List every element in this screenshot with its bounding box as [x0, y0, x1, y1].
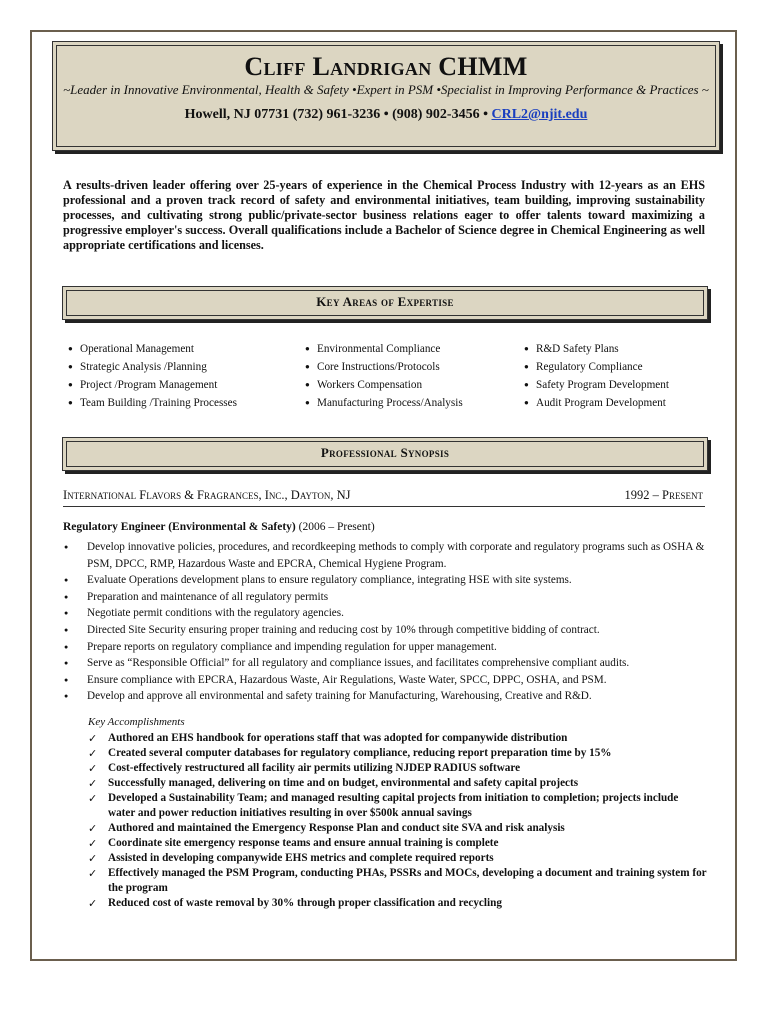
duty-item: ● Develop innovative policies, procedures, and recordkeeping methods to comply with corporate and regulatory programs such as OSHA & PSM, DPCC, RMP, Hazardous Waste and EPCRA, Chemical Hygiene Program. — [63, 539, 713, 572]
expertise-item: ● Workers Compensation — [305, 376, 463, 394]
duty-item: ● Develop and approve all environmental and safety training for Manufacturing, Warehousing, Creative and R&D. — [63, 688, 713, 705]
accomplishments-label: Key Accomplishments — [88, 716, 185, 728]
email-link[interactable]: CRL2@njit.edu — [491, 107, 588, 122]
expertise-item: ● Manufacturing Process/Analysis — [305, 394, 463, 412]
expertise-item: ● Environmental Compliance — [305, 340, 463, 358]
role-dates: (2006 – Present) — [295, 521, 375, 533]
expertise-column-1 — [68, 340, 237, 412]
accomplishment-item: ✓ Effectively managed the PSM Program, conducting PHAs, PSSRs and MOCs, developing a document and training system for the program — [88, 866, 708, 896]
accomplishments-list — [88, 731, 708, 911]
accomplishment-item: ✓ Coordinate site emergency response teams and ensure annual training is complete — [88, 836, 708, 851]
accomplishment-item: ✓ Cost-effectively restructured all facility air permits utilizing NJDEP RADIUS software — [88, 761, 708, 776]
duties-list — [63, 539, 713, 705]
expertise-column-2 — [305, 340, 463, 412]
contact-details: Howell, NJ 07731 (732) 961-3236 • (908) 902-3456 • — [184, 107, 492, 122]
duty-item: ● Ensure compliance with EPCRA, Hazardous Waste, Air Regulations, Waste Water, SPCC, DPPC, OSHA, and PSM. — [63, 672, 713, 689]
expertise-item: ● Regulatory Compliance — [524, 358, 669, 376]
duty-item: ● Preparation and maintenance of all regulatory permits — [63, 589, 713, 606]
duty-item: ● Prepare reports on regulatory compliance and impending regulation for upper management. — [63, 639, 713, 656]
duty-item: ● Directed Site Security ensuring proper training and reducing cost by 10% through competitive bidding of contract. — [63, 622, 713, 639]
synopsis-heading: Professional Synopsis — [320, 445, 450, 460]
contact-line — [53, 107, 719, 123]
synopsis-heading-box — [62, 437, 708, 471]
expertise-heading: Key Areas of Expertise — [316, 294, 454, 309]
accomplishment-item: ✓ Created several computer databases for regulatory compliance, reducing report preparation time by 15% — [88, 746, 708, 761]
expertise-item: ● Team Building /Training Processes — [68, 394, 237, 412]
expertise-item: ● Core Instructions/Protocols — [305, 358, 463, 376]
header-box — [52, 41, 720, 151]
accomplishment-item: ✓ Assisted in developing companywide EHS metrics and complete required reports — [88, 851, 708, 866]
expertise-item: ● Project /Program Management — [68, 376, 237, 394]
employment-dates: 1992 – Present — [624, 488, 703, 502]
expertise-heading-box — [62, 286, 708, 320]
accomplishment-item: ✓ Authored an EHS handbook for operations staff that was adopted for companywide distribution — [88, 731, 708, 746]
expertise-item: ● R&D Safety Plans — [524, 340, 669, 358]
role-line — [63, 521, 375, 533]
employer-line — [63, 488, 705, 507]
accomplishment-item: ✓ Developed a Sustainability Team; and managed resulting capital projects from initiation to completion; projects include water and power reduction initiatives resulting in over $500k annual savings — [88, 791, 708, 821]
expertise-item: ● Strategic Analysis /Planning — [68, 358, 237, 376]
duty-item: ● Evaluate Operations development plans to ensure regulatory compliance, integrating HSE with site systems. — [63, 572, 713, 589]
expertise-item: ● Audit Program Development — [524, 394, 669, 412]
expertise-item: ● Safety Program Development — [524, 376, 669, 394]
accomplishment-item: ✓ Reduced cost of waste removal by 30% through proper classification and recycling — [88, 896, 708, 911]
employer-name: International Flavors & Fragrances, Inc., Dayton, NJ — [63, 488, 351, 502]
candidate-name: Cliff Landrigan CHMM — [244, 52, 528, 81]
expertise-item: ● Operational Management — [68, 340, 237, 358]
tagline: ~Leader in Innovative Environmental, Health & Safety •Expert in PSM •Specialist in Improving Performance & Practices ~ — [63, 82, 709, 97]
accomplishment-item: ✓ Successfully managed, delivering on time and on budget, environmental and safety capital projects — [88, 776, 708, 791]
expertise-column-3 — [524, 340, 669, 412]
duty-item: ● Serve as “Responsible Official” for all regulatory and compliance issues, and facilitates comprehensive compliant audits. — [63, 655, 713, 672]
role-title: Regulatory Engineer (Environmental & Safety) — [63, 521, 296, 533]
accomplishment-item: ✓ Authored and maintained the Emergency Response Plan and conduct site SVA and risk analysis — [88, 821, 708, 836]
duty-item: ● Negotiate permit conditions with the regulatory agencies. — [63, 605, 713, 622]
summary-paragraph: A results-driven leader offering over 25-years of experience in the Chemical Process Industry with 12-years as an EHS professional and a proven track record of safety and environmental initiatives, team building, improving sustainability processes, and cultivating strong public/private-sector business relations eager to offer talents toward maximizing a progressive employer's success. Overall qualifications include a Bachelor of Science degree in Chemical Engineering as well appropriate certifications and licenses. — [63, 178, 705, 252]
